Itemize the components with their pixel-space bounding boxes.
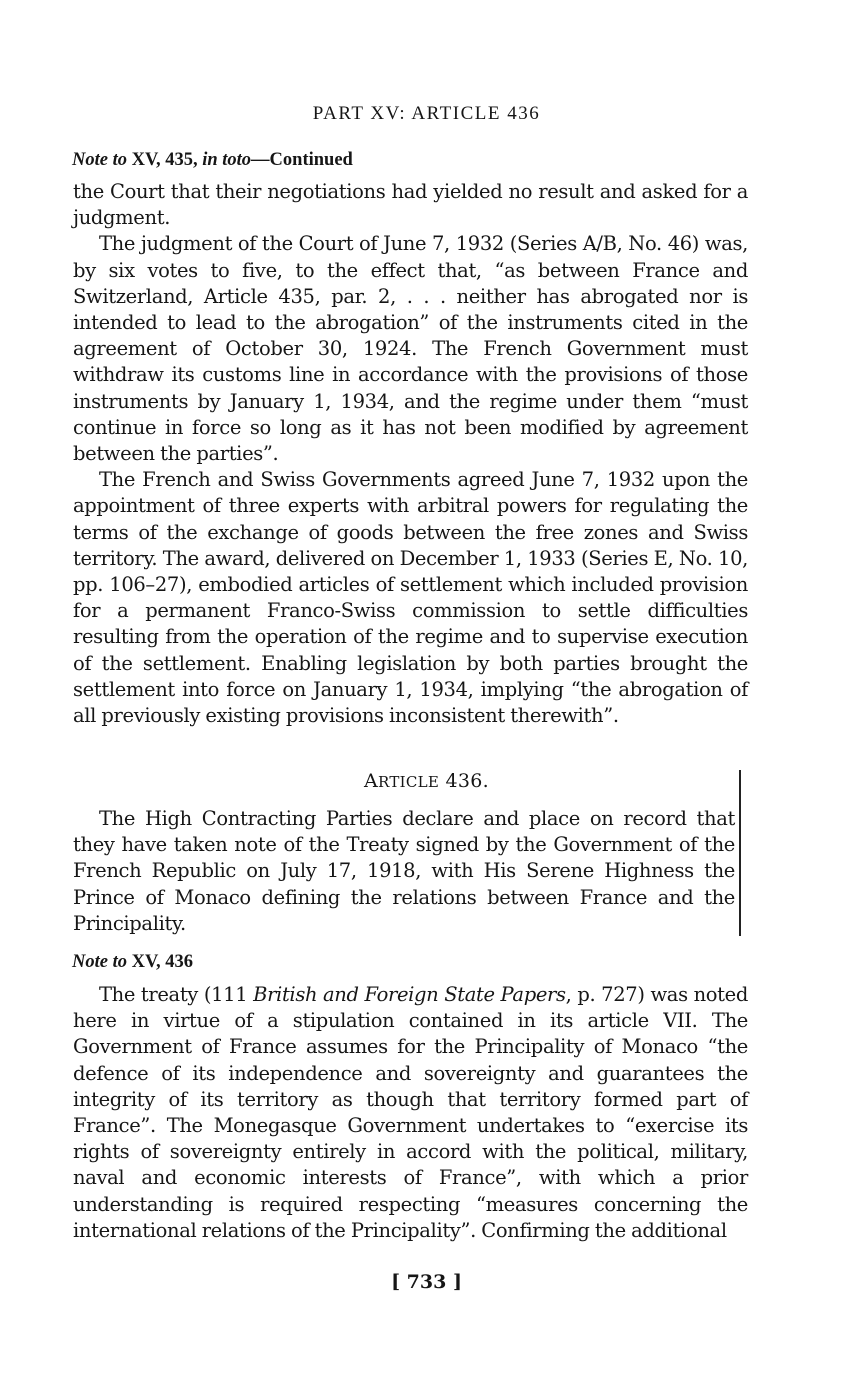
book-title: British and Foreign State Papers bbox=[253, 983, 566, 1006]
note-word: Note to bbox=[72, 952, 127, 972]
article-text: The High Contracting Parties declare and place on record that they have taken note of the Treaty signed by the Government of the French Republic on July 17, 1918, with His Serene Highness the Prince of Monaco defining the relations between France and the Principality. bbox=[73, 807, 735, 935]
article-number: 436. bbox=[445, 770, 490, 792]
note-heading-436 bbox=[72, 952, 193, 973]
running-head: PART XV: ARTICLE 436 bbox=[312, 103, 541, 124]
page-number: [ 733 ] bbox=[391, 1271, 462, 1293]
note-word: Note to bbox=[72, 150, 127, 170]
paragraph: the Court that their negotiations had yielded no result and asked for a judgment. bbox=[73, 180, 748, 230]
text-after-title: , p. 727) was noted here in virtue of a stipulation contained in its article VII. The Government of France assumes for the Principality of Monaco “the defence of its independence and sovereignty and guarantees the integrity of its territory as though that territory formed part of France”. The Monegasque Government undertakes to “exercise its rights of sovereignty entirely in accord with the political, military, naval and economic interests of France”, with which a prior understanding is required respecting “measures concerning the international relations of the Principality”. Confirming the additional bbox=[73, 983, 748, 1242]
revision-rule bbox=[739, 770, 741, 936]
article-body bbox=[73, 806, 735, 937]
note-in-toto: in toto bbox=[202, 150, 252, 170]
continued-note-body bbox=[73, 179, 748, 729]
text-before-title: The treaty (111 bbox=[99, 983, 254, 1006]
article-title-rest: RTICLE bbox=[378, 773, 440, 791]
note-ref: XV, 436 bbox=[131, 952, 193, 972]
paragraph: The judgment of the Court of June 7, 1932 (Series A/B, No. 46) was, by six votes to five, to the effect that, “as between France and Switzerland, Article 435, par. 2, . . . neither has abrogated nor is intended to lead to the abrogation” of the instruments cited in the agreement of October 30, 1924. The French Government must withdraw its customs line in accordance with the provisions of those instruments by January 1, 1934, and the regime under them “must continue in force so long as it has not been modified by agreement between the parties”. bbox=[73, 232, 748, 466]
note-continued-label: —Continued bbox=[251, 150, 353, 170]
note-heading-continued bbox=[72, 150, 353, 171]
article-title-initial: A bbox=[363, 770, 378, 792]
paragraph: The French and Swiss Governments agreed June 7, 1932 upon the appointment of three experts with arbitral powers for regulating the terms of the exchange of goods between the free zones and Swiss territory. The award, delivered on December 1, 1933 (Series E, No. 10, pp. 106–27), embodied articles of settlement which included provision for a permanent Franco-Swiss commission to settle difficulties resulting from the operation of the regime and to supervise execution of the settlement. Enabling legislation by both parties brought the settlement into force on January 1, 1934, implying “the abrogation of all previously existing provisions inconsistent therewith”. bbox=[73, 468, 748, 728]
note-436-body bbox=[73, 982, 748, 1244]
paragraph bbox=[73, 982, 748, 1244]
article-heading bbox=[0, 770, 853, 792]
note-ref: XV, 435, bbox=[131, 150, 198, 170]
